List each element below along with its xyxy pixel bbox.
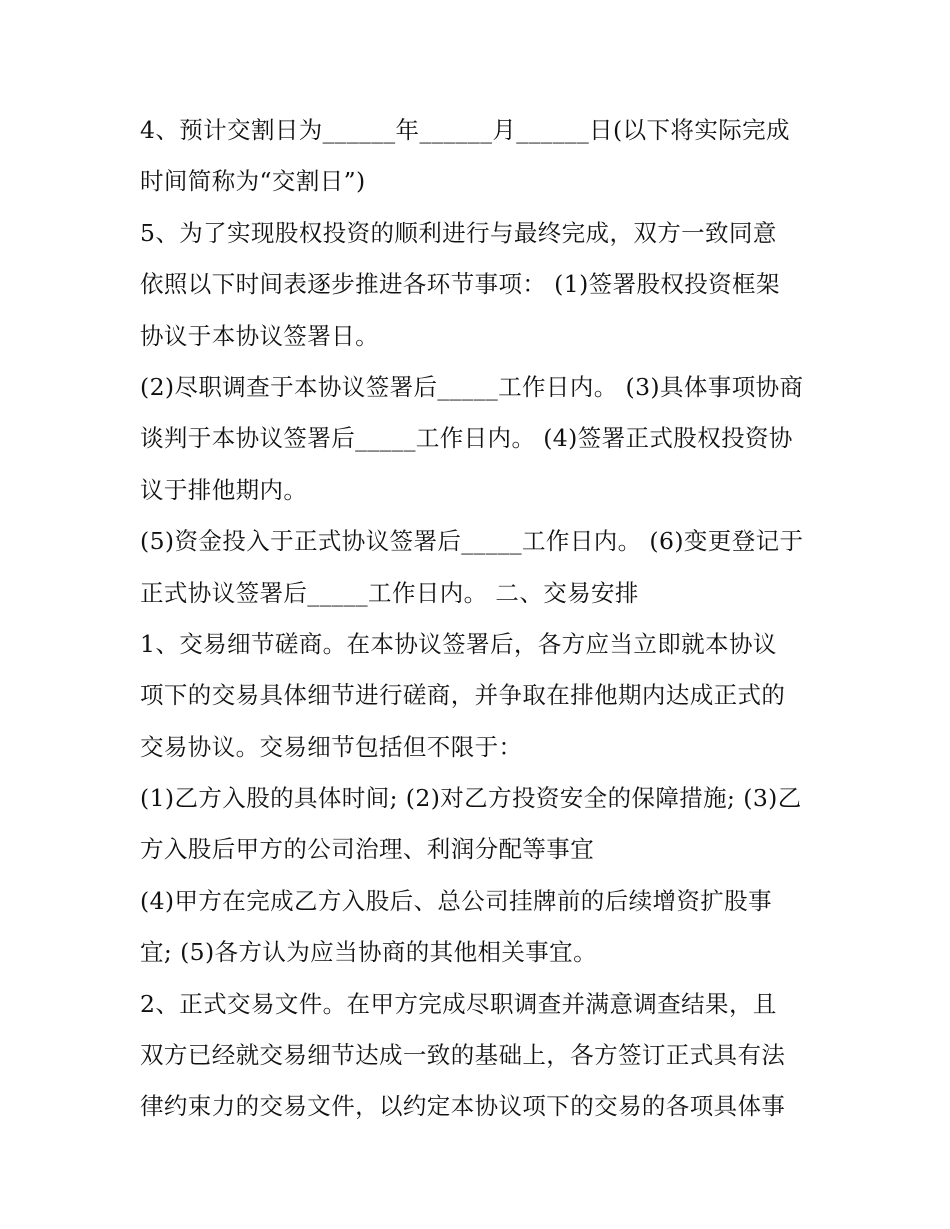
text-line: 谈判于本协议签署后_____工作日内。 (4)签署正式股权投资协 (140, 424, 793, 453)
text-line: (2)尽职调查于本协议签署后_____工作日内。 (3)具体事项协商 (140, 372, 804, 401)
text-line: 5、为了实现股权投资的顺利进行与最终完成，双方一致同意 (140, 218, 777, 247)
document-body (140, 105, 830, 1133)
text-line: 1、交易细节磋商。在本协议签署后，各方应当立即就本协议 (140, 629, 777, 658)
text-line: 依照以下时间表逐步推进各环节事项： (1)签署股权投资框架 (140, 270, 780, 299)
text-line: 时间简称为“交割日”) (140, 167, 366, 196)
text-line: 正式协议签署后_____工作日内。 二、交易安排 (140, 578, 639, 607)
text-line: 律约束力的交易文件，以约定本协议项下的交易的各项具体事 (140, 1092, 786, 1121)
text-line: (5)资金投入于正式协议签署后_____工作日内。 (6)变更登记于 (140, 527, 804, 556)
text-line: 项下的交易具体细节进行磋商，并争取在排他期内达成正式的 (140, 681, 786, 710)
text-line: (4)甲方在完成乙方入股后、总公司挂牌前的后续增资扩股事 (140, 886, 772, 915)
text-line: 4、预计交割日为______年______月______日(以下将实际完成 (140, 116, 790, 144)
text-line: 交易协议。交易细节包括但不限于： (140, 732, 523, 761)
text-line: 2、正式交易文件。在甲方完成尽职调查并满意调查结果，且 (140, 989, 777, 1018)
text-line: 方入股后甲方的公司治理、利润分配等事宜 (140, 835, 595, 864)
text-line: (1)乙方入股的具体时间; (2)对乙方投资安全的保障措施; (3)乙 (140, 784, 802, 813)
text-line: 协议于本协议签署日。 (140, 321, 379, 350)
text-line: 议于排他期内。 (140, 475, 308, 504)
text-line: 双方已经就交易细节达成一致的基础上，各方签订正式具有法 (140, 1041, 786, 1070)
text-line: 宜; (5)各方认为应当协商的其他相关事宜。 (140, 938, 597, 967)
